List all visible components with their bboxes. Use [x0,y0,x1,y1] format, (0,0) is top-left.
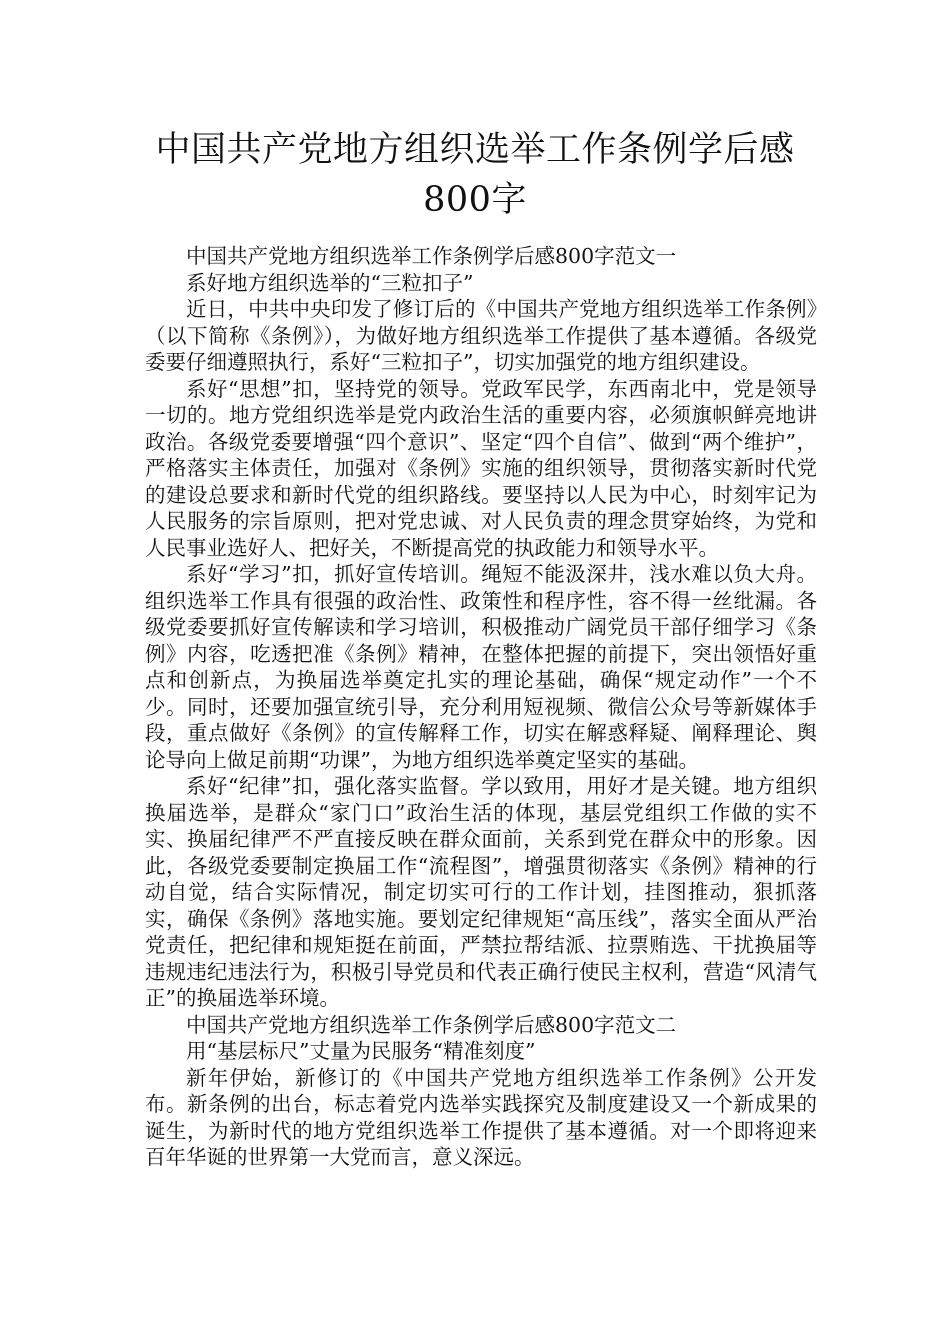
body-paragraph: 系好“思想”扣，坚持党的领导。党政军民学，东西南北中，党是领导一切的。地方党组织选举是党内政治生活的重要内容，必须旗帜鲜亮地讲政治。各级党委要增强“四个意识”、坚定“四个自信”、做到“两个维护”，严格落实主体责任，加强对《条例》实施的组织领导，贯彻落实新时代党的建设总要求和新时代党的组织路线。要坚持以人民为中心，时刻牢记为人民服务的宗旨原则，把对党忠诚、对人民负责的理念贯穿始终，为党和人民事业选好人、把好关，不断提高党的执政能力和领导水平。 [145,376,817,560]
section-heading-2: 中国共产党地方组织选举工作条例学后感800字范文二 [186,1012,677,1037]
document-body [145,243,817,1171]
body-paragraph: 系好“学习”扣，抓好宣传培训。绳短不能汲深井，浅水难以负大舟。组织选举工作具有很强的政治性、政策性和程序性，容不得一丝纰漏。各级党委要抓好宣传解读和学习培训，积极推动广阔党员干部仔细学习《条例》内容，吃透把准《条例》精神，在整体把握的前提下，突出领悟好重点和创新点，为换届选举奠定扎实的理论基础，确保“规定动作”一个不少。同时，还要加强宣统引导，充分利用短视频、微信公众号等新媒体手段，重点做好《条例》的宣传解释工作，切实在解惑释疑、阐释理论、舆论导向上做足前期“功课”，为地方组织选举奠定坚实的基础。 [145,562,817,772]
section-heading-1: 中国共产党地方组织选举工作条例学后感800字范文一 [186,244,677,268]
section-subtitle-1: 系好地方组织选举的“三粒扣子” [186,270,474,295]
title-line-1: 中国共产党地方组织选举工作条例学后感 [155,130,795,170]
section-subtitle-2: 用“基层标尺”丈量为民服务“精准刻度” [186,1039,536,1063]
body-paragraph: 新年伊始，新修订的《中国共产党地方组织选举工作条例》公开发布。新条例的出台，标志着党内选举实践探究及制度建设又一个新成果的诞生，为新时代的地方党组织选举工作提供了基本遵循。对一个即将迎来百年华诞的世界第一大党而言，意义深远。 [145,1065,817,1169]
body-paragraph: 近日，中共中央印发了修订后的《中国共产党地方组织选举工作条例》（以下简称《条例》），为做好地方组织选举工作提供了基本遵循。各级党委要仔细遵照执行，系好“三粒扣子”，切实加强党的地方组织建设。 [145,297,817,374]
document-title [100,125,850,225]
body-paragraph: 系好“纪律”扣，强化落实监督。学以致用，用好才是关键。地方组织换届选举，是群众“家门口”政治生活的体现，基层党组织工作做的实不实、换届纪律严不严直接反映在群众面前，关系到党在群众中的形象。因此，各级党委要制定换届工作“流程图”，增强贯彻落实《条例》精神的行动自觉，结合实际情况，制定切实可行的工作计划，挂图推动，狠抓落实，确保《条例》落地实施。要划定纪律规矩“高压线”，落实全面从严治党责任，把纪律和规矩挺在前面，严禁拉帮结派、拉票贿选、干扰换届等违规违纪违法行为，积极引导党员和代表正确行使民主权利，营造“风清气正”的换届选举环境。 [145,774,817,1010]
title-line-2: 800字 [423,180,527,220]
